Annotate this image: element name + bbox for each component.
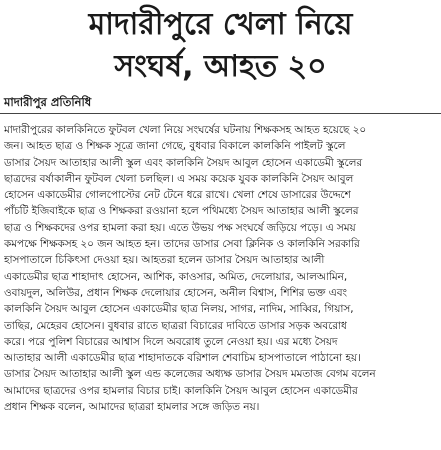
body-line: জন। আহত ছাত্র ও শিক্ষক সূত্রে জানা গেছে, বুধবার বিকালে কালকিনি পাইলট স্কুলে: [4, 140, 346, 153]
body-line: তাছির, মেহেরব হোসেন। বুধবার রাতে ছাত্ররা বিচারের দাবিতে ডাসার সড়ক অবরোধ: [4, 319, 347, 332]
body-line: হোসেন একাডেমীর গোলপোস্টের নেট টেনে ধরে রাখে। খেলা শেষে ডাসারের উদ্দেশে: [4, 189, 351, 202]
body-line: একাডেমীর ছাত্র শাহাদাৎ হোসেন, আশিক, কাওসার, অমিত, দেলোয়ার, আলআমিন,: [4, 270, 348, 283]
body-line: ছাত্রদের বর্ষাকালীন ফুটবল খেলা চলছিল। এ সময় কয়েক যুবক কালকিনি সৈয়দ আবুল: [4, 172, 354, 185]
body-line: আমাদের ছাত্রদের ওপর হামলার বিচার চাই। কালকিনি সৈয়দ আবুল হোসেন একাডেমীর: [4, 384, 358, 397]
byline: মাদারীপুর প্রতিনিধি: [4, 95, 92, 109]
body-line: করে। পরে পুলিশ বিচারের আশ্বাস দিলে অবরোধ তুলে নেওয়া হয়। এর মধ্যে সৈয়দ: [4, 335, 338, 348]
body-line: ওবায়দুল, অলিউর, প্রধান শিক্ষক দেলোয়ার হোসেন, অনীল বিশ্বাস, শিশির ভক্ত এবং: [4, 286, 347, 299]
body-line: পাঁচটি ইজিবাইকে ছাত্র ও শিক্ষকরা রওয়ানা হলে পথিমধ্যে সৈয়দ আতাহার আলী স্কুলের: [4, 205, 359, 218]
body-line: প্রধান শিক্ষক বলেন, আমাদের ছাত্ররা হামলার সঙ্গে জড়িত নয়।: [4, 401, 260, 414]
headline-line-1: মাদারীপুরে খেলা নিয়ে: [88, 7, 353, 42]
body-line: ডাসার সৈয়দ আতাহার আলী স্কুল এবং কালকিনি সৈয়দ আবুল হোসেন একাডেমী স্কুলের: [4, 156, 363, 169]
body-line: কমপক্ষে শিক্ষকসহ ২০ জন আহত হন। তাদের ডাসার সেবা ক্লিনিক ও কালকিনি সরকারি: [4, 238, 360, 251]
body-line: মাদারীপুরের কালকিনিতে ফুটবল খেলা নিয়ে সংঘর্ষের ঘটনায় শিক্ষকসহ আহত হয়েছে ২০: [4, 124, 367, 136]
headline-line-2: সংঘর্ষ, আহত ২০: [114, 49, 327, 84]
body-line: ডাসার সৈয়দ আতাহার আলী স্কুল এন্ড কলেজের অধ্যক্ষ ডাসার সৈয়দ মমতাজ বেগম বলেন: [4, 368, 376, 381]
body-line: আতাহার আলী একাডেমীর ছাত্র শাহাদাতকে বরিশাল শেবাচিম হাসপাতালে পাঠানো হয়।: [4, 352, 361, 365]
article-body: [4, 122, 437, 415]
byline-divider: [0, 113, 441, 114]
body-line: কালকিনি সৈয়দ আবুল হোসেন একাডেমীর ছাত্র নিলয়, সাগর, নাদিম, সাব্বির, গিয়াস,: [4, 303, 354, 316]
body-line: ছাত্র ও শিক্ষকদের ওপর হামলা করা হয়। এতে উভয় পক্ষ সংঘর্ষে জড়িয়ে পড়ে। এ সময়: [4, 221, 356, 234]
body-line: হাসপাতালে চিকিৎসা দেওয়া হয়। আহতরা হলেন ডাসার সৈয়দ আতাহার আলী: [4, 254, 325, 267]
